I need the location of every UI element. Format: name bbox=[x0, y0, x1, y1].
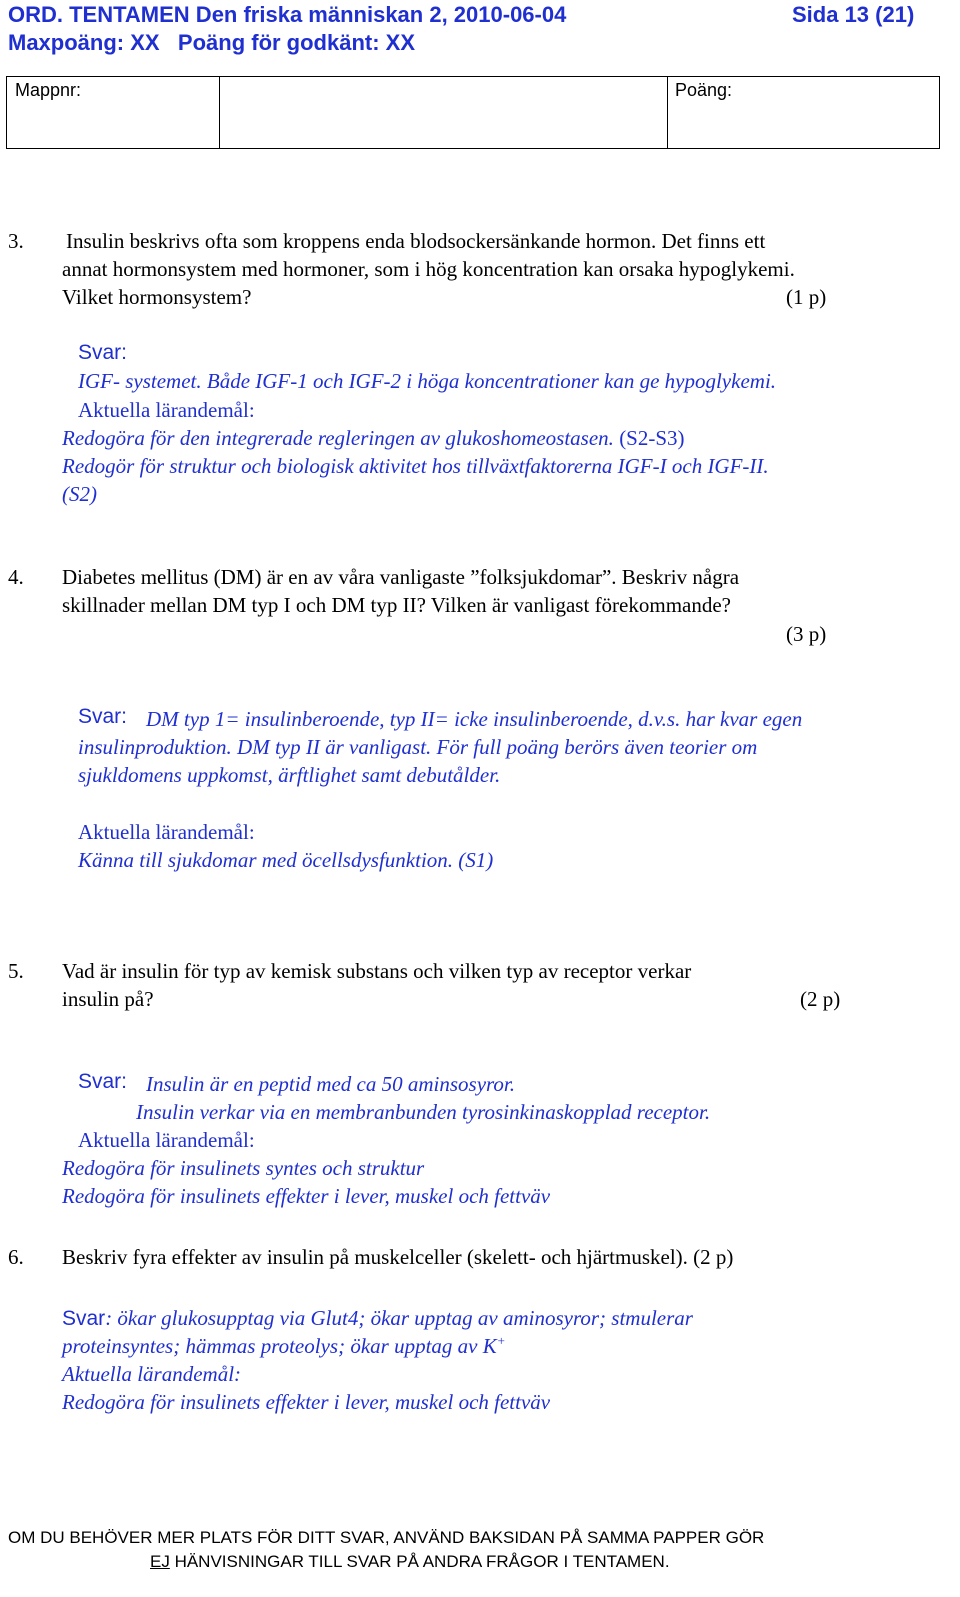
box-divider bbox=[219, 77, 220, 148]
mappnr-label: Mappnr: bbox=[15, 80, 82, 100]
goals-label: Aktuella lärandemål: bbox=[62, 1362, 242, 1386]
question-text: annat hormonsystem med hormoner, som i hög koncentration kan orsaka hypoglykemi. bbox=[62, 257, 795, 281]
mappnr-box bbox=[6, 76, 940, 149]
learning-goal: Redogöra för insulinets effekter i lever, muskel och fettväv bbox=[62, 1184, 551, 1208]
question-text: insulin på? bbox=[62, 987, 154, 1011]
question-number: 3. bbox=[8, 229, 24, 253]
question-number: 5. bbox=[8, 959, 24, 983]
answer-label: Svar bbox=[62, 1307, 106, 1330]
learning-goal: Redogör för struktur och biologisk aktivitet hos tillväxtfaktorerna IGF-I och IGF-II. bbox=[62, 454, 769, 478]
goal-text: Känna till sjukdomar med öcellsdysfunktion. bbox=[78, 848, 454, 872]
question-points: (2 p) bbox=[800, 987, 841, 1011]
answer-label: Svar: bbox=[78, 1070, 128, 1093]
answer-text: : ökar glukosupptag via Glut4; ökar upptag av aminosyror; stmulerar bbox=[105, 1306, 693, 1330]
learning-goal bbox=[62, 424, 685, 452]
exam-title: ORD. TENTAMEN Den friska människan 2, 2010-06-04 bbox=[8, 2, 567, 27]
goal-text: Redogöra för den integrerade regleringen av glukoshomeostasen. bbox=[62, 426, 614, 450]
answer-text: Insulin är en peptid med ca 50 aminsosyror. bbox=[146, 1072, 516, 1096]
answer-text: DM typ 1= insulinberoende, typ II= icke insulinberoende, d.v.s. har kvar egen bbox=[146, 707, 803, 731]
page-number: Sida 13 (21) bbox=[792, 2, 915, 27]
poang-label: Poäng: bbox=[675, 80, 733, 100]
learning-goal: Redogöra för insulinets syntes och struktur bbox=[62, 1156, 425, 1180]
question-text: skillnader mellan DM typ I och DM typ II? Vilken är vanligast förekommande? bbox=[62, 593, 732, 617]
footer-ej: EJ bbox=[150, 1552, 170, 1571]
answer-text-part: proteinsyntes; hämmas proteolys; ökar upptag av K bbox=[62, 1334, 497, 1358]
goals-label: Aktuella lärandemål: bbox=[78, 820, 255, 844]
goals-label: Aktuella lärandemål: bbox=[78, 398, 255, 422]
goal-code: (S2-S3) bbox=[619, 426, 685, 450]
answer-label: Svar: bbox=[78, 341, 128, 364]
answer-line bbox=[62, 1304, 693, 1333]
learning-goal: Redogöra för insulinets effekter i lever, muskel och fettväv bbox=[62, 1390, 551, 1414]
box-divider bbox=[667, 77, 668, 148]
answer-text bbox=[62, 1332, 506, 1360]
question-text: Vad är insulin för typ av kemisk substans och vilken typ av receptor verkar bbox=[62, 959, 692, 983]
answer-label: Svar: bbox=[78, 705, 128, 728]
answer-text: insulinproduktion. DM typ II är vanligast. För full poäng berörs även teorier om bbox=[78, 735, 758, 759]
question-text: Vilket hormonsystem? bbox=[62, 285, 252, 309]
learning-goal bbox=[78, 846, 493, 874]
goal-code: (S1) bbox=[458, 848, 494, 872]
answer-text: IGF- systemet. Både IGF-1 och IGF-2 i höga koncentrationer kan ge hypoglykemi. bbox=[78, 369, 777, 393]
answer-text: sjukldomens uppkomst, ärftlighet samt debutålder. bbox=[78, 763, 501, 787]
question-number: 4. bbox=[8, 565, 24, 589]
footer-note-rest: HÄNVISNINGAR TILL SVAR PÅ ANDRA FRÅGOR I TENTAMEN. bbox=[169, 1552, 670, 1571]
exam-points-line: Maxpoäng: XX Poäng för godkänt: XX bbox=[8, 30, 416, 55]
footer-note bbox=[150, 1552, 670, 1572]
question-text: Diabetes mellitus (DM) är en av våra vanligaste ”folksjukdomar”. Beskriv några bbox=[62, 565, 740, 589]
question-number: 6. bbox=[8, 1245, 24, 1269]
question-text: Insulin beskrivs ofta som kroppens enda blodsockersänkande hormon. Det finns ett bbox=[66, 229, 766, 253]
goal-code: (S2) bbox=[62, 482, 97, 506]
superscript-plus: + bbox=[496, 1333, 506, 1348]
question-points: (1 p) bbox=[786, 285, 827, 309]
goals-label: Aktuella lärandemål: bbox=[78, 1128, 255, 1152]
question-text: Beskriv fyra effekter av insulin på muskelceller (skelett- och hjärtmuskel). (2 p) bbox=[62, 1245, 734, 1269]
answer-text: Insulin verkar via en membranbunden tyrosinkinaskopplad receptor. bbox=[136, 1100, 711, 1124]
footer-note: OM DU BEHÖVER MER PLATS FÖR DITT SVAR, ANVÄND BAKSIDAN PÅ SAMMA PAPPER GÖR bbox=[8, 1528, 765, 1547]
question-points: (3 p) bbox=[786, 622, 827, 646]
